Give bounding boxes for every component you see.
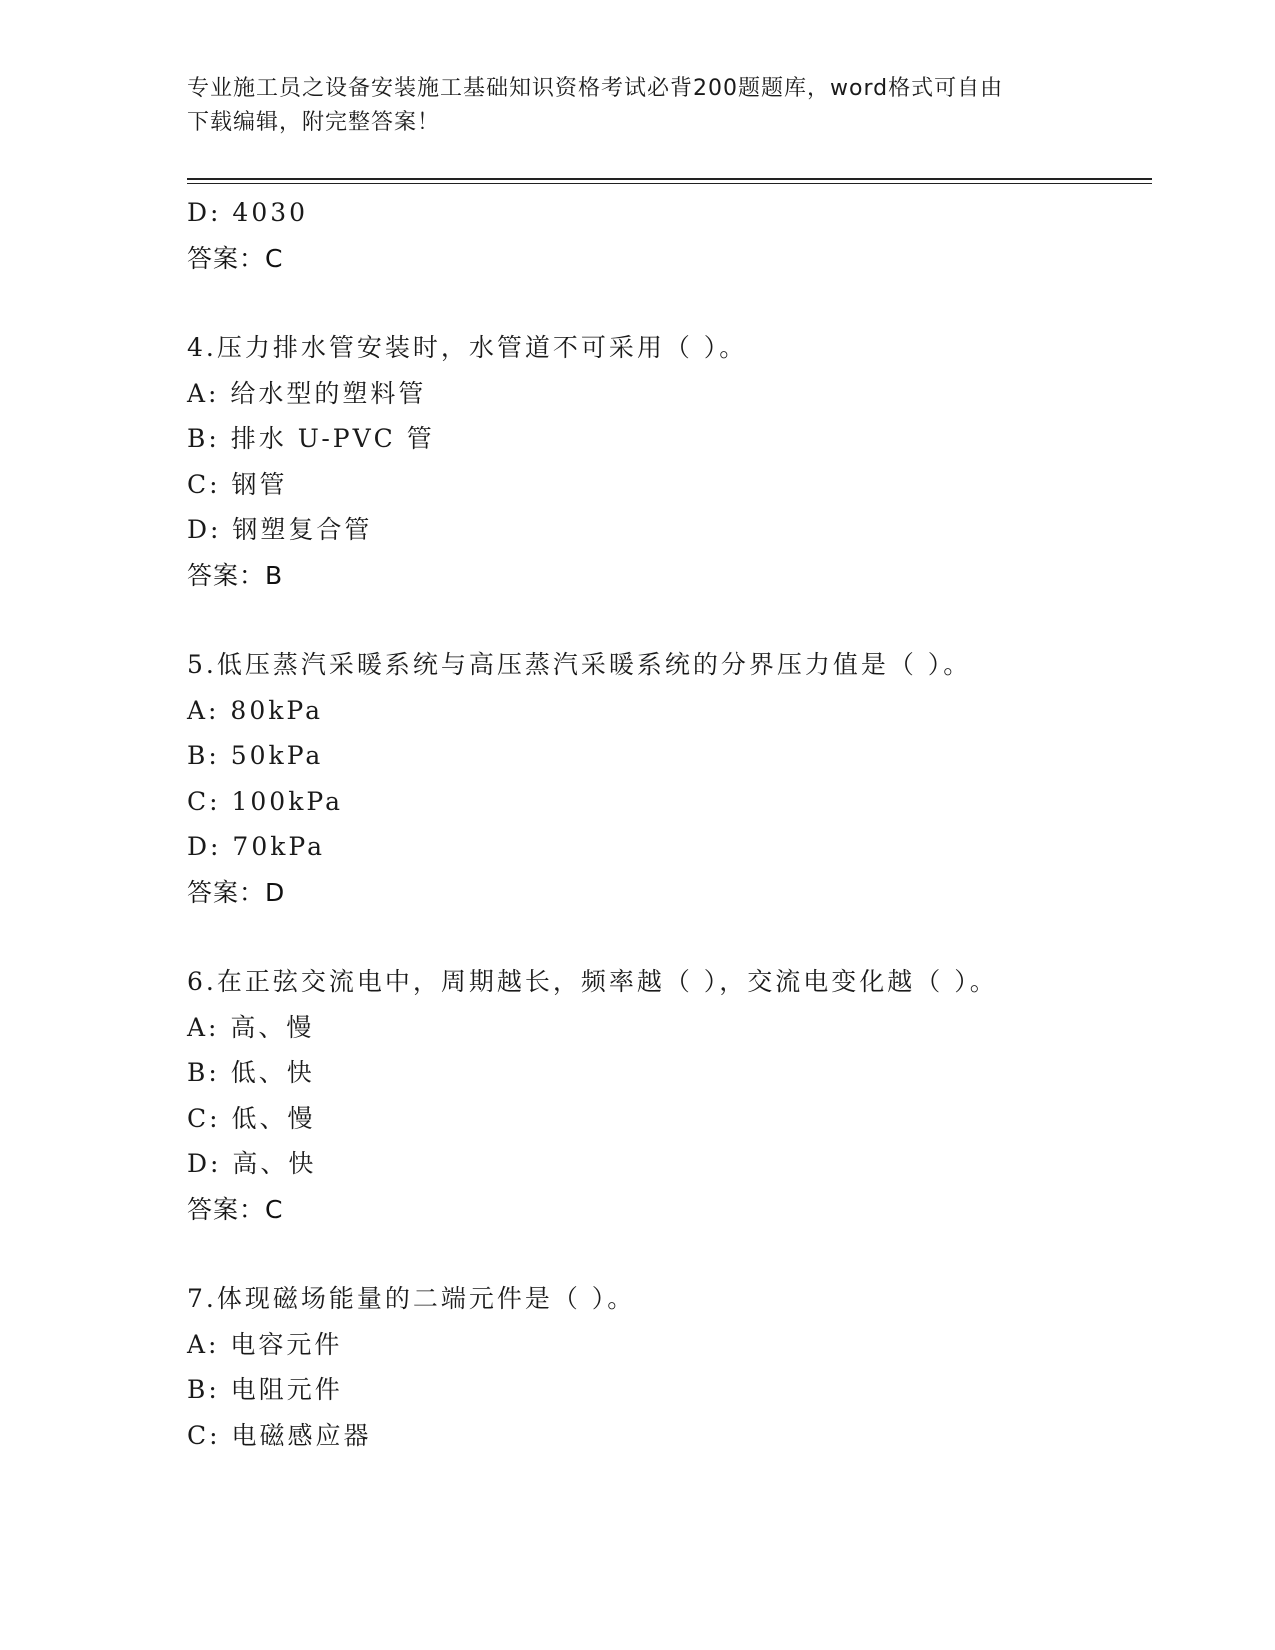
document-header-title: 专业施工员之设备安装施工基础知识资格考试必背200题题库，word格式可自由 下载编辑，附完整答案！: [187, 76, 1004, 135]
question-list: [187, 190, 1147, 1458]
answer-option: C: 钢管: [187, 469, 288, 499]
answer-option: D: 70kPa: [187, 832, 325, 861]
question-text: 6.在正弦交流电中，周期越长，频率越（ ），交流电变化越（ ）。: [187, 967, 998, 996]
answer-option: A: 给水型的塑料管: [187, 378, 427, 408]
section-spacer: [187, 281, 1147, 325]
answer-option: B: 50kPa: [187, 741, 324, 770]
answer-option: B: 排水 U-PVC 管: [187, 424, 435, 453]
question-text: 4.压力排水管安装时，水管道不可采用（ ）。: [187, 333, 748, 362]
question-text: 7.体现磁场能量的二端元件是（ ）。: [187, 1284, 636, 1313]
answer-option: D: 钢塑复合管: [187, 515, 373, 544]
answer-option: A: 电容元件: [187, 1329, 343, 1359]
answer-option: C: 100kPa: [187, 786, 343, 816]
section-spacer: [187, 1232, 1147, 1276]
header-divider-thin: [187, 183, 1152, 184]
answer-key: 答案：C: [187, 1194, 284, 1224]
answer-option: C: 电磁感应器: [187, 1420, 372, 1450]
answer-key: 答案：B: [187, 560, 284, 590]
answer-option: A: 高、慢: [187, 1012, 315, 1042]
answer-option: C: 低、慢: [187, 1103, 316, 1133]
answer-option: B: 电阻元件: [187, 1375, 343, 1404]
header-divider-thick: [187, 178, 1152, 180]
answer-key: 答案：C: [187, 243, 284, 273]
answer-option: D: 高、快: [187, 1149, 317, 1178]
answer-key: 答案：D: [187, 877, 286, 907]
answer-option: D: 4030: [187, 198, 309, 227]
section-spacer: [187, 598, 1147, 642]
section-spacer: [187, 915, 1147, 959]
answer-option: B: 低、快: [187, 1058, 315, 1087]
question-text: 5.低压蒸汽采暖系统与高压蒸汽采暖系统的分界压力值是（ ）。: [187, 650, 972, 679]
answer-option: A: 80kPa: [187, 695, 323, 725]
